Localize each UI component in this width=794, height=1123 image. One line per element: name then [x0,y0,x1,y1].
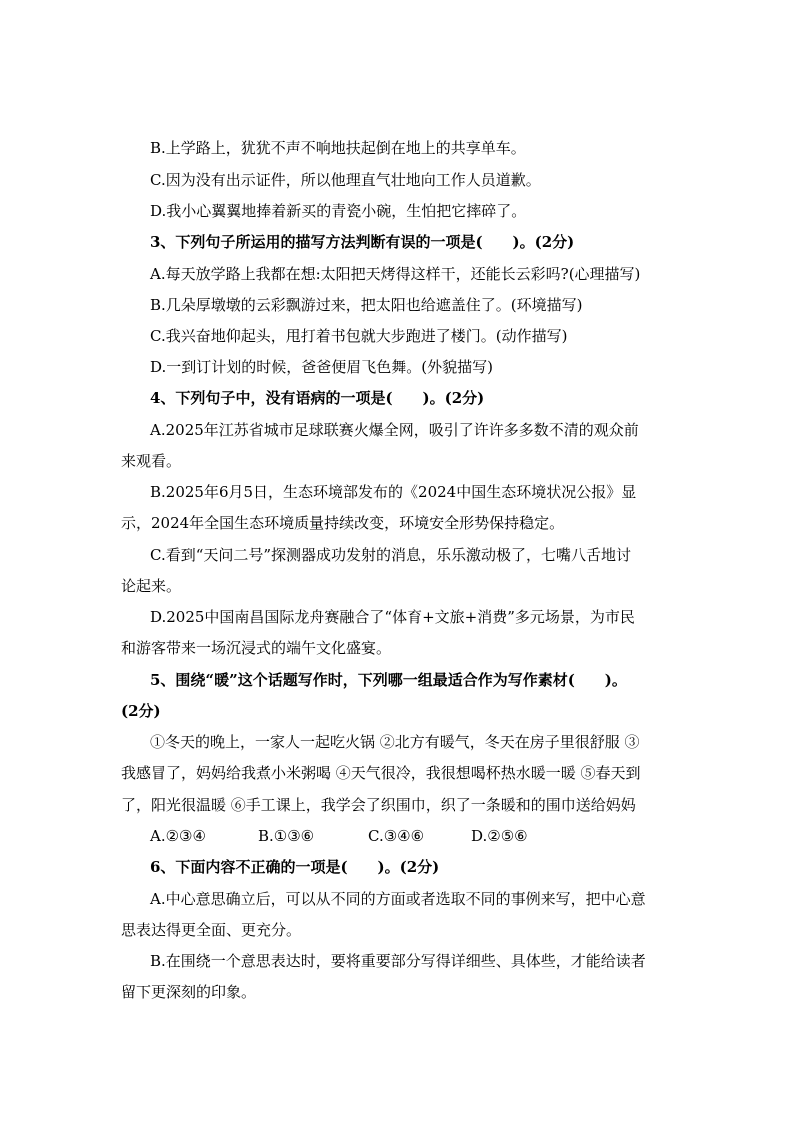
q5-stem-line1: 5、围绕“暖”这个话题写作时，下列哪一组最适合作为写作素材( )。 [150,671,627,689]
q3-option-d: D.一到订计划的时候，爸爸便眉飞色舞。(外貌描写) [150,358,493,376]
q5-options [150,826,528,846]
q6-option-a-line1: A.中心意思确立后，可以从不同的方面或者选取不同的事例来写，把中心意 [150,890,646,908]
q5-stem-line2: (2分) [121,702,161,720]
q2-option-c: C.因为没有出示证件，所以他理直气壮地向工作人员道歉。 [150,171,541,189]
q3-option-a: A.每天放学路上我都在想:太阳把天烤得这样干，还能长云彩吗?(心理描写) [150,265,641,283]
q6-option-b-line1: B.在围绕一个意思表达时，要将重要部分写得详细些、具体些，才能给读者 [150,952,646,970]
q5-option-c: C.③④⑥ [368,827,425,845]
q3-option-b: B.几朵厚墩墩的云彩飘游过来，把太阳也给遮盖住了。(环境描写) [150,296,583,314]
q4-option-a-line2: 来观看。 [121,452,182,470]
q5-option-a: A.②③④ [150,827,206,845]
q5-material-line2: 我感冒了，妈妈给我煮小米粥喝 ④天气很冷，我很想喝杯热水暖一暖 ⑤春天到 [121,764,641,782]
q2-option-b: B.上学路上，犹犹不声不响地扶起倒在地上的共享单车。 [150,139,526,157]
q6-option-a-line2: 思表达得更全面、更充分。 [121,921,302,939]
q4-option-c-line1: C.看到“天问二号”探测器成功发射的消息，乐乐激动极了，七嘴八舌地讨 [150,546,632,564]
q3-option-c: C.我兴奋地仰起头，甩打着书包就大步跑进了楼门。(动作描写) [150,327,568,345]
q6-stem: 6、下面内容不正确的一项是( )。(2分) [150,858,440,876]
q4-stem: 4、下列句子中，没有语病的一项是( )。(2分) [150,389,485,407]
q5-material-line1: ①冬天的晚上，一家人一起吃火锅 ②北方有暖气，冬天在房子里很舒服 ③ [150,733,640,751]
q5-option-b: B.①③⑥ [258,827,315,845]
q6-option-b-line2: 留下更深刻的印象。 [121,983,257,1001]
q5-material-line3: 了，阳光很温暖 ⑥手工课上，我学会了织围巾，织了一条暖和的围巾送给妈妈 [121,796,636,814]
q4-option-b-line2: 示，2024年全国生态环境质量持续改变，环境安全形势保持稳定。 [121,514,565,532]
q5-option-d: D.②⑤⑥ [471,827,528,845]
q4-option-b-line1: B.2025年6月5日，生态环境部发布的《2024中国生态环境状况公报》显 [150,483,637,501]
q4-option-a-line1: A.2025年江苏省城市足球联赛火爆全网，吸引了许许多多数不清的观众前 [150,421,639,439]
q3-stem: 3、下列句子所运用的描写方法判断有误的一项是( )。(2分) [150,233,575,251]
q2-option-d: D.我小心翼翼地捧着新买的青瓷小碗，生怕把它摔碎了。 [150,202,527,220]
q4-option-d-line1: D.2025中国南昌国际龙舟赛融合了“体育+文旅+消费”多元场景，为市民 [150,608,635,626]
q4-option-d-line2: 和游客带来一场沉浸式的端午文化盛宴。 [121,639,392,657]
q4-option-c-line2: 论起来。 [121,577,182,595]
